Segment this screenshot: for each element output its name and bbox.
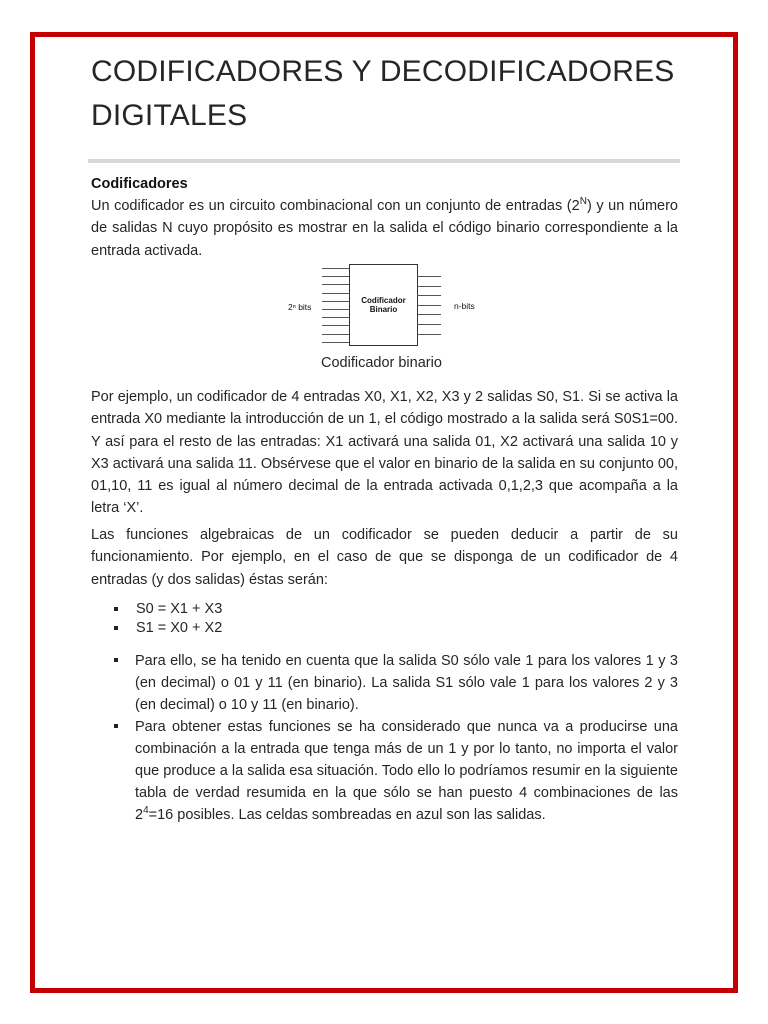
input-line: [322, 325, 349, 326]
input-line: [322, 334, 349, 335]
explanation-text-2b: =16 posibles. Las celdas sombreadas en azul son las salidas.: [148, 807, 546, 823]
output-line: [417, 334, 441, 335]
list-item: [114, 619, 222, 638]
figure-caption: Codificador binario: [321, 355, 442, 371]
document-title: [91, 50, 691, 138]
explanation-list: [114, 650, 678, 826]
input-lines: [322, 268, 349, 350]
input-line: [322, 317, 349, 318]
input-line: [322, 301, 349, 302]
explanation-text-2a: Para obtener estas funciones se ha considerado que nunca va a producirse una combinación a la entrada que tenga más de un 1 y por lo tanto, no importa el valor que produce a la salida esa situación. Todo ello lo podríamos resumir en la siguiente tabla de verdad resumida en la que sólo se han puesto 4 combinaciones de las 2: [135, 719, 678, 823]
bullet-icon: [114, 724, 118, 728]
list-item: [114, 600, 222, 619]
input-bits-label: 2ⁿ bits: [288, 302, 312, 312]
encoder-diagram: [280, 260, 500, 350]
input-line: [322, 268, 349, 269]
encoder-block-label-1: Codificador: [361, 296, 406, 305]
intro-paragraph: [91, 195, 678, 262]
encoder-block-label-2: Binario: [369, 305, 398, 314]
output-line: [417, 295, 441, 296]
output-lines: [417, 276, 441, 343]
title-divider: [88, 159, 680, 163]
functions-paragraph: Las funciones algebraicas de un codificador se pueden deducir a partir de su funcionamiento. Por ejemplo, en el caso de que se disponga de un codificador de 4 entradas (y dos salidas) éstas serán:: [91, 527, 678, 588]
example-paragraph: Por ejemplo, un codificador de 4 entradas X0, X1, X2, X3 y 2 salidas S0, S1. Si se activa la entrada X0 mediante la introducción de un 1, el código mostrado a la salida será S0S1=00. Y así para el resto de las entradas: X1 activará una salida 01, X2 activará una salida 10 y X3 activará una salida 11. Obsérvese que el valor en binario de la salida en su conjunto 00, 01,10, 11 es igual al número decimal de la entrada activada 0,1,2,3 que acompaña a la letra ‘X’.: [91, 389, 678, 517]
intro-superscript: N: [579, 196, 587, 208]
output-line: [417, 324, 441, 325]
encoder-block: [349, 264, 418, 346]
list-item: [114, 716, 678, 826]
intro-text-b: ) y un número de salidas N cuyo propósito es mostrar en la salida el código binario correspondiente a la entrada activada.: [91, 198, 678, 259]
bullet-icon: [114, 658, 118, 662]
explanation-text-1: Para ello, se ha tenido en cuenta que la salida S0 sólo vale 1 para los valores 1 y 3 (en decimal) o 01 y 11 (en binario). La salida S1 sólo vale 1 para los valores 2 y 3 (en decimal) o 10 y 11 (en binario).: [135, 653, 678, 713]
bullet-icon: [114, 626, 118, 630]
explanation-superscript: 4: [143, 805, 149, 817]
equation-s1: S1 = X0 + X2: [136, 620, 223, 636]
output-line: [417, 276, 441, 277]
input-line: [322, 342, 349, 343]
equation-list: [114, 600, 222, 638]
output-line: [417, 305, 441, 306]
input-line: [322, 276, 349, 277]
input-line: [322, 309, 349, 310]
list-item: [114, 650, 678, 716]
section-heading: Codificadores: [91, 176, 188, 192]
output-bits-label: n-bits: [454, 301, 475, 311]
output-line: [417, 314, 441, 315]
input-line: [322, 293, 349, 294]
bullet-icon: [114, 607, 118, 611]
title-line-1: CODIFICADORES Y DECODIFICADORES: [91, 55, 675, 88]
title-line-2: DIGITALES: [91, 99, 248, 132]
intro-text-a: Un codificador es un circuito combinacional con un conjunto de entradas (2: [91, 198, 580, 214]
equation-s0: S0 = X1 + X3: [136, 601, 223, 617]
input-line: [322, 284, 349, 285]
output-line: [417, 286, 441, 287]
